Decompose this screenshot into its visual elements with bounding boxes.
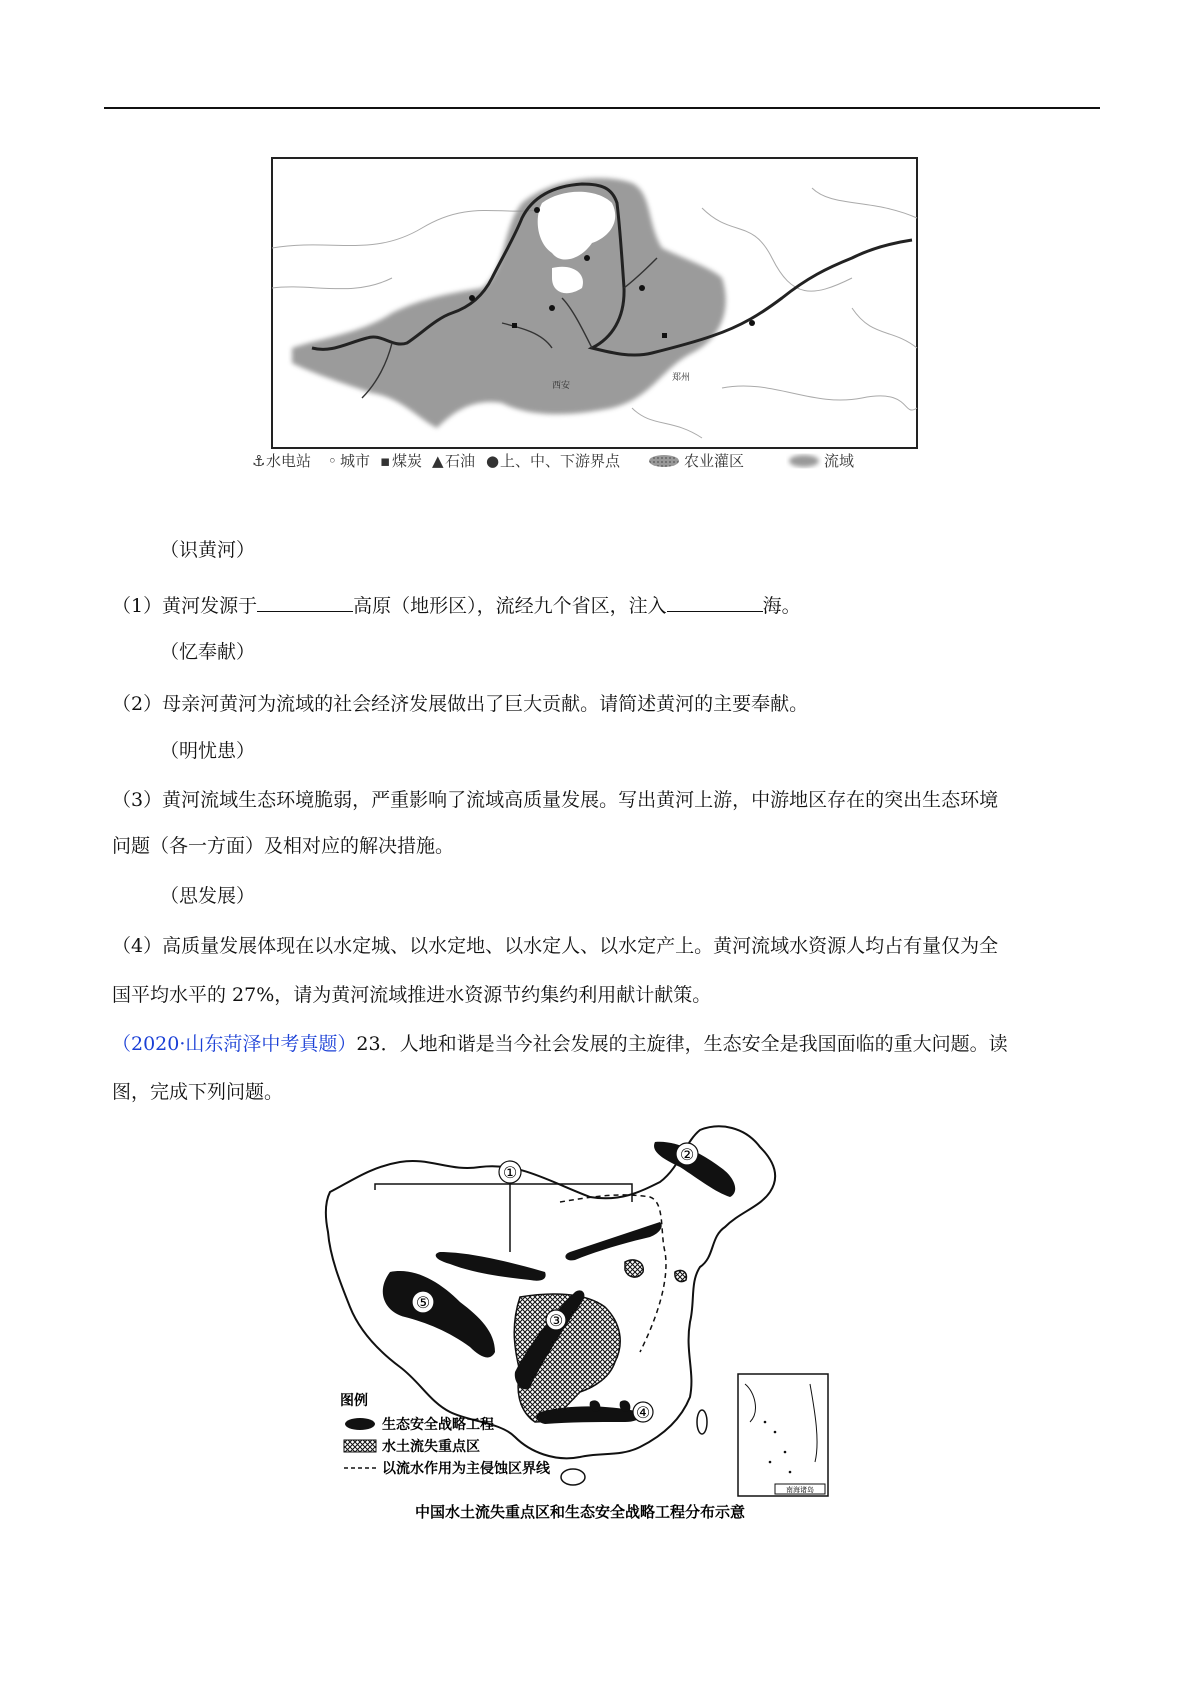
legend-boundary-label: 上、中、下游界点 xyxy=(500,452,621,470)
boundary-point-icon: ● xyxy=(486,452,500,470)
city-icon: ◦ xyxy=(328,452,337,470)
legend-coal-label: 煤炭 xyxy=(392,452,423,470)
marker-5: ⑤ xyxy=(415,1293,431,1312)
legend-erosion-zone-label: 水土流失重点区 xyxy=(382,1439,480,1455)
legend-eco-project-label: 生态安全战略工程 xyxy=(382,1417,494,1433)
section-label-2: （忆奉献） xyxy=(160,641,256,663)
legend-boundary-line-label: 以流水作用为主侵蚀区界线 xyxy=(382,1461,550,1477)
irrigation-icon xyxy=(649,455,679,467)
answer-blank-2[interactable] xyxy=(667,591,763,612)
china-erosion-map xyxy=(320,1122,840,1522)
section-label-3: （明忧患） xyxy=(160,740,256,762)
question-source-link[interactable]: （2020·山东菏泽中考真题） xyxy=(112,1033,357,1055)
legend-title: 图例 xyxy=(340,1393,368,1409)
question-4-line-2: 国平均水平的 27%，请为黄河流域推进水资源节约集约利用献计献策。 xyxy=(112,984,712,1006)
inset-label: 南海诸岛 xyxy=(786,1486,814,1494)
legend-oil-label: 石油 xyxy=(445,452,476,470)
city-label-zhengzhou: 郑州 xyxy=(672,373,691,383)
question-2: （2）母亲河黄河为流域的社会经济发展做出了巨大贡献。请简述黄河的主要奉献。 xyxy=(112,693,809,715)
erosion-zone-icon xyxy=(344,1440,376,1452)
taiwan-island xyxy=(697,1410,707,1434)
answer-blank-1[interactable] xyxy=(257,591,353,612)
hainan-island xyxy=(561,1469,585,1485)
question-23-line-1: （2020·山东菏泽中考真题）23．人地和谐是当今社会发展的主旋律，生态安全是我国面临的重大问题。读 xyxy=(112,1033,1008,1055)
legend-item-hydropower: ⚓ xyxy=(252,452,266,470)
coal-icon: ▪ xyxy=(380,452,391,470)
basin-icon xyxy=(789,455,819,467)
map1-legend xyxy=(252,452,854,470)
question-1: （1）黄河发源于 高原（地形区），流经九个省区，注入 海。 xyxy=(112,591,801,620)
question-4-line-1: （4）高质量发展体现在以水定城、以水定地、以水定人、以水定产上。黄河流域水资源人均占有量仅为全 xyxy=(112,935,999,957)
marker-3: ③ xyxy=(548,1311,564,1330)
legend-city-label: 城市 xyxy=(340,452,371,470)
question-3-line-1: （3）黄河流域生态环境脆弱，严重影响了流域高质量发展。写出黄河上游，中游地区存在的突出生态环境 xyxy=(112,789,999,811)
legend-irrigation-label: 农业灌区 xyxy=(684,452,745,470)
marker-2: ② xyxy=(679,1145,695,1164)
section-label-4: （思发展） xyxy=(160,885,256,907)
eco-project-icon xyxy=(345,1418,375,1430)
section-label-1: （识黄河） xyxy=(160,539,256,561)
map2-caption: 中国水土流失重点区和生态安全战略工程分布示意 xyxy=(414,1503,746,1521)
marker-1: ① xyxy=(502,1163,518,1182)
question-3-line-2: 问题（各一方面）及相对应的解决措施。 xyxy=(112,835,455,857)
city-label-xian: 西安 xyxy=(552,381,571,391)
legend-basin-label: 流域 xyxy=(824,452,855,470)
header-rule xyxy=(104,107,1100,109)
marker-4: ④ xyxy=(635,1403,651,1422)
oil-icon: ▲ xyxy=(432,452,444,470)
question-23-line-2: 图，完成下列问题。 xyxy=(112,1081,284,1103)
legend-hydropower-label: 水电站 xyxy=(266,452,312,470)
yellow-river-map xyxy=(252,148,937,528)
